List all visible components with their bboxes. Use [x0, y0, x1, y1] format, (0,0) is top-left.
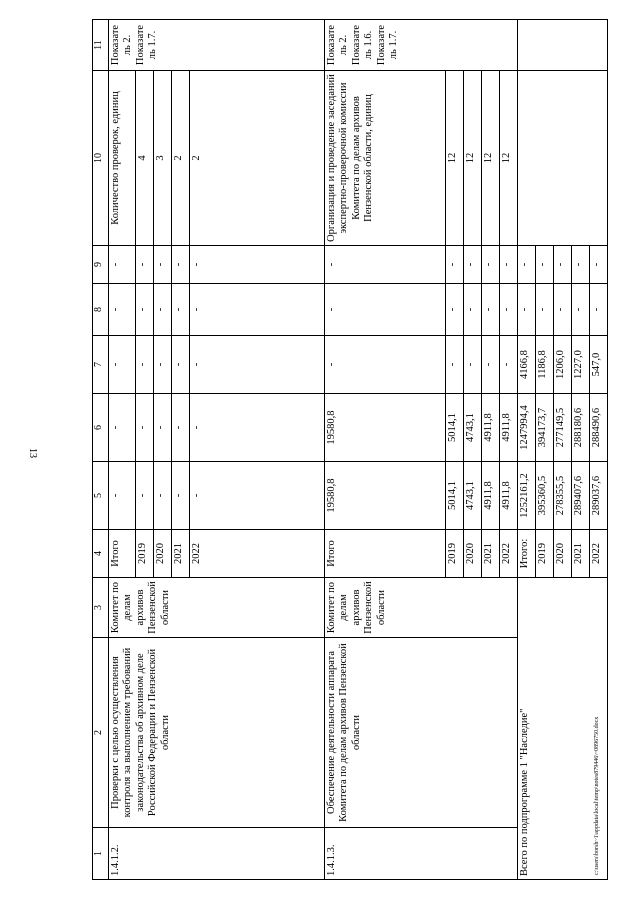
value-cell: 5014,1 [446, 462, 464, 530]
value-cell: - [571, 284, 589, 336]
value-cell: - [108, 284, 135, 336]
year-label: Итого: [517, 530, 535, 578]
value-cell: 395360,5 [535, 462, 553, 530]
rotated-table-container [92, 20, 608, 880]
value-cell: - [153, 336, 171, 394]
value-cell: 1186,8 [535, 336, 553, 394]
year-label: 2022 [499, 530, 517, 578]
value-cell: 547,0 [589, 336, 607, 394]
header-cell: 8 [93, 284, 109, 336]
page-number: 13 [27, 448, 38, 458]
value-cell: - [482, 246, 500, 284]
year-label: 2022 [589, 530, 607, 578]
header-cell: 3 [93, 578, 109, 638]
value-cell: - [446, 246, 464, 284]
value-cell: - [571, 246, 589, 284]
value-cell: 19580,8 [324, 394, 445, 462]
value-cell: 1252161,2 [517, 462, 535, 530]
value-cell: - [482, 284, 500, 336]
value-cell: - [553, 246, 571, 284]
year-label: 2019 [446, 530, 464, 578]
value-cell: 19580,8 [324, 462, 445, 530]
header-cell: 7 [93, 336, 109, 394]
measure-cell: 2 [189, 71, 324, 246]
value-cell: - [553, 284, 571, 336]
value-cell: - [589, 284, 607, 336]
total-row [517, 20, 535, 880]
year-label: 2020 [553, 530, 571, 578]
year-label: Итого [108, 530, 135, 578]
value-cell: - [171, 394, 189, 462]
header-cell: 5 [93, 462, 109, 530]
year-label: 2022 [189, 530, 324, 578]
value-cell: 4743,1 [464, 462, 482, 530]
value-cell: - [464, 284, 482, 336]
value-cell: - [324, 336, 445, 394]
measure-cell: 12 [446, 71, 464, 246]
value-cell: - [499, 336, 517, 394]
value-cell: - [189, 246, 324, 284]
value-cell: - [153, 284, 171, 336]
year-label: 2021 [171, 530, 189, 578]
value-cell: - [517, 246, 535, 284]
header-row [93, 20, 109, 880]
value-cell: - [153, 462, 171, 530]
empty-cell [517, 71, 607, 246]
value-cell: - [482, 336, 500, 394]
value-cell: - [189, 394, 324, 462]
value-cell: 4911,8 [499, 394, 517, 462]
value-cell: - [171, 284, 189, 336]
row-executor: Комитет по делам архивов Пензенской области [324, 578, 517, 638]
value-cell: 1247994,4 [517, 394, 535, 462]
value-cell: - [464, 336, 482, 394]
value-cell: 278355,5 [553, 462, 571, 530]
year-label: Итого [324, 530, 445, 578]
value-cell: - [499, 246, 517, 284]
measure-cell: 4 [135, 71, 153, 246]
measure-cell: 12 [499, 71, 517, 246]
measure-cell: 12 [482, 71, 500, 246]
value-cell: - [153, 394, 171, 462]
value-cell: - [535, 284, 553, 336]
row-code: 1.4.1.2. [108, 828, 324, 880]
value-cell: - [446, 284, 464, 336]
budget-table [92, 19, 608, 880]
value-cell: 277149,5 [553, 394, 571, 462]
value-cell: - [189, 336, 324, 394]
indicator-cell: Показатель 2. Показатель 1.7. [108, 20, 324, 71]
value-cell: 288490,6 [589, 394, 607, 462]
year-label: 2021 [571, 530, 589, 578]
value-cell: - [135, 462, 153, 530]
value-cell: 4743,1 [464, 394, 482, 462]
value-cell: 5014,1 [446, 394, 464, 462]
row-executor: Комитет по делам архивов Пензенской области [108, 578, 324, 638]
indicator-cell: Показатель 2. Показатель 1.6. Показатель 1.7. [324, 20, 517, 71]
header-cell: 10 [93, 71, 109, 246]
value-cell: - [464, 246, 482, 284]
value-cell: - [171, 462, 189, 530]
value-cell: - [135, 284, 153, 336]
value-cell: - [499, 284, 517, 336]
value-cell: - [135, 336, 153, 394]
value-cell: - [108, 336, 135, 394]
value-cell: 288180,6 [571, 394, 589, 462]
value-cell: - [171, 246, 189, 284]
year-label: 2020 [153, 530, 171, 578]
header-cell: 1 [93, 828, 109, 880]
table-row [108, 20, 135, 880]
row-name: Обеспечение деятельности аппарата Комитета по делам архивов Пензенской области [324, 638, 517, 828]
measure-cell: 12 [464, 71, 482, 246]
value-cell: - [153, 246, 171, 284]
header-cell: 9 [93, 246, 109, 284]
year-label: 2020 [464, 530, 482, 578]
total-label: Всего по подпрограмме 1 "Наследие" [517, 578, 607, 880]
value-cell: - [324, 246, 445, 284]
year-label: 2019 [135, 530, 153, 578]
value-cell: 4911,8 [499, 462, 517, 530]
header-cell: 6 [93, 394, 109, 462]
measure-cell: Количество проверок, единиц [108, 71, 135, 246]
row-name: Проверки с целью осуществления контроля за выполнением требований законодательства об архивном деле Российской Федерации и Пензенской области [108, 638, 324, 828]
value-cell: - [108, 462, 135, 530]
value-cell: 4166,8 [517, 336, 535, 394]
year-label: 2021 [482, 530, 500, 578]
value-cell: 4911,8 [482, 462, 500, 530]
value-cell: - [171, 336, 189, 394]
year-label: 2019 [535, 530, 553, 578]
empty-cell [517, 20, 607, 71]
row-code: 1.4.1.3. [324, 828, 517, 880]
value-cell: - [446, 336, 464, 394]
value-cell: 394173,7 [535, 394, 553, 462]
value-cell: - [324, 284, 445, 336]
value-cell: - [189, 284, 324, 336]
value-cell: - [135, 246, 153, 284]
measure-cell: Организация и проведение заседаний экспертно-проверочной комиссии Комитета по делам архивов Пензенской области, единиц [324, 71, 445, 246]
header-cell: 11 [93, 20, 109, 71]
header-cell: 4 [93, 530, 109, 578]
value-cell: 289037,6 [589, 462, 607, 530]
value-cell: - [589, 246, 607, 284]
value-cell: - [135, 394, 153, 462]
measure-cell: 2 [171, 71, 189, 246]
value-cell: - [535, 246, 553, 284]
file-path-footer: c:\users\borsh~1\appdata\local\temp\notes879446\~0896750.docx [594, 716, 600, 875]
measure-cell: 3 [153, 71, 171, 246]
value-cell: 1206,0 [553, 336, 571, 394]
value-cell: - [189, 462, 324, 530]
value-cell: - [108, 246, 135, 284]
value-cell: 289407,6 [571, 462, 589, 530]
header-cell: 2 [93, 638, 109, 828]
value-cell: 1227,0 [571, 336, 589, 394]
value-cell: - [517, 284, 535, 336]
value-cell: 4911,8 [482, 394, 500, 462]
value-cell: - [108, 394, 135, 462]
table-row [324, 20, 445, 880]
